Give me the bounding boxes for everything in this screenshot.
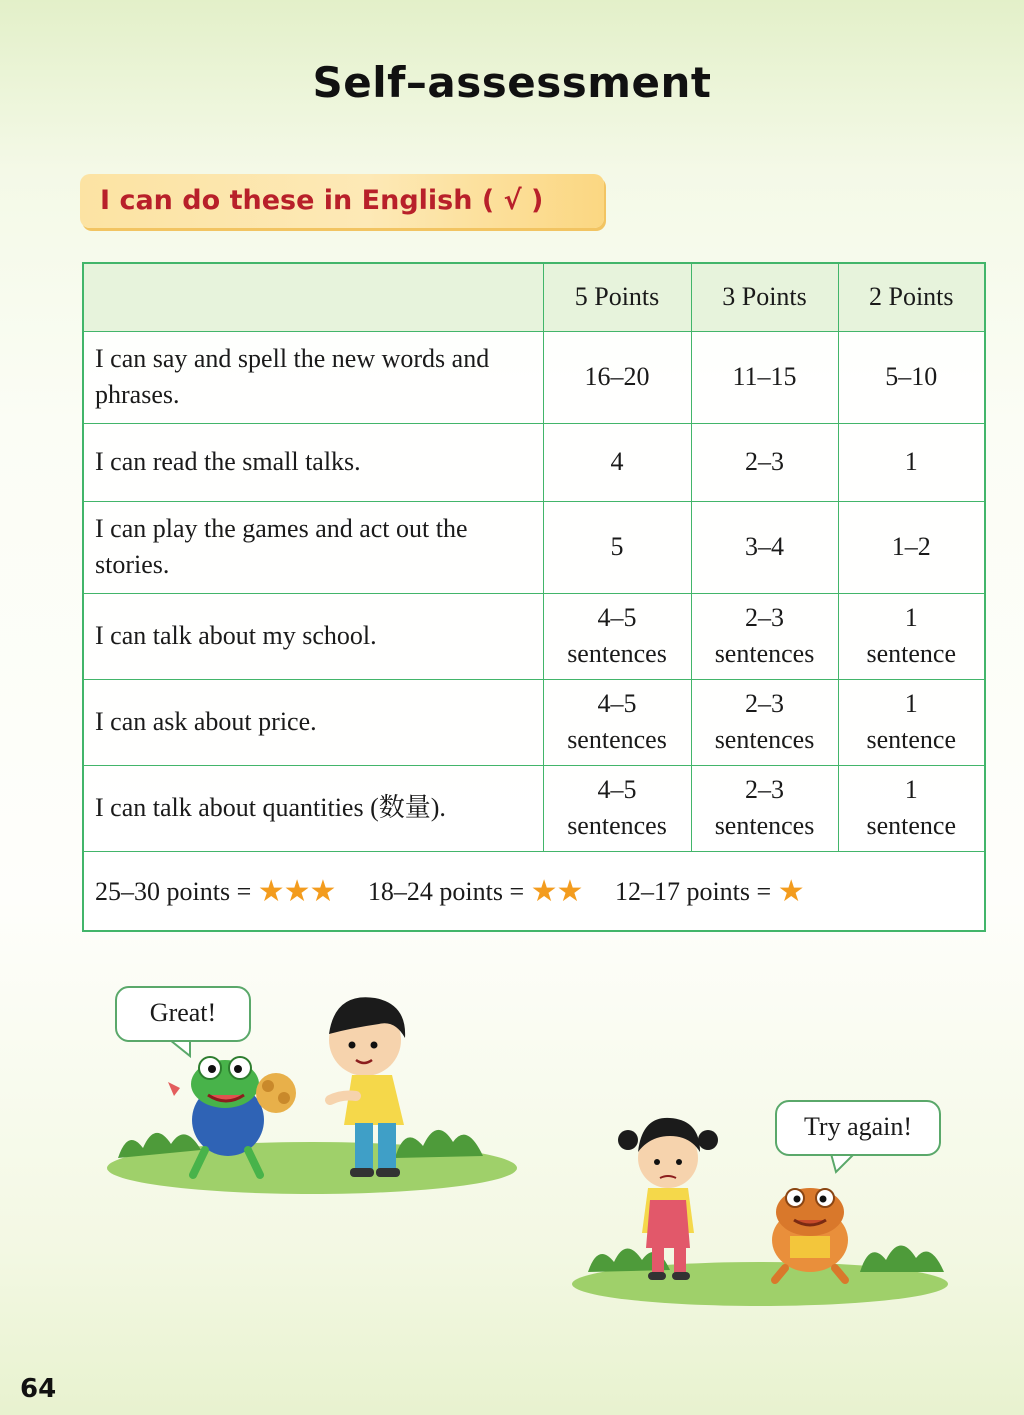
skill-cell: I can talk about quantities (数量). xyxy=(83,765,543,851)
score-range: 18–24 points = xyxy=(367,876,525,906)
section-banner: I can do these in English ( √ ) xyxy=(80,174,604,228)
five-point-cell: 4 xyxy=(543,423,691,501)
star-icon: ★★ xyxy=(530,874,583,908)
skill-cell: I can play the games and act out the stories. xyxy=(83,501,543,593)
three-point-cell: 11–15 xyxy=(691,331,838,423)
skill-cell: I can ask about price. xyxy=(83,679,543,765)
skill-cell: I can talk about my school. xyxy=(83,593,543,679)
speech-bubble-great: Great! xyxy=(115,986,251,1042)
two-point-cell: 5–10 xyxy=(838,331,985,423)
three-point-cell: 2–3 xyxy=(691,423,838,501)
two-point-cell: 1 sentence xyxy=(838,765,985,851)
three-point-cell: 2–3 sentences xyxy=(691,679,838,765)
three-point-cell: 3–4 xyxy=(691,501,838,593)
two-point-cell: 1 sentence xyxy=(838,593,985,679)
toad-illustration xyxy=(772,1188,848,1280)
two-point-cell: 1 sentence xyxy=(838,679,985,765)
five-point-cell: 16–20 xyxy=(543,331,691,423)
grass-island-illustration xyxy=(107,1130,517,1194)
page-number: 64 xyxy=(20,1374,57,1404)
header-3-points: 3 Points xyxy=(691,263,838,331)
score-range: 25–30 points = xyxy=(95,876,252,906)
star-icon: ★ xyxy=(777,874,804,908)
header-2-points: 2 Points xyxy=(838,263,985,331)
page-title: Self–assessment xyxy=(312,58,712,107)
two-point-cell: 1 xyxy=(838,423,985,501)
five-point-cell: 4–5 sentences xyxy=(543,593,691,679)
grass-island-illustration xyxy=(572,1245,948,1306)
two-point-cell: 1–2 xyxy=(838,501,985,593)
five-point-cell: 4–5 sentences xyxy=(543,679,691,765)
five-point-cell: 5 xyxy=(543,501,691,593)
five-point-cell: 4–5 sentences xyxy=(543,765,691,851)
three-point-cell: 2–3 sentences xyxy=(691,593,838,679)
three-point-cell: 2–3 sentences xyxy=(691,765,838,851)
skill-cell: I can read the small talks. xyxy=(83,423,543,501)
speech-bubble-try-again: Try again! xyxy=(775,1100,941,1156)
header-5-points: 5 Points xyxy=(543,263,691,331)
skill-cell: I can say and spell the new words and phrases. xyxy=(83,331,543,423)
star-icon: ★★★ xyxy=(257,874,336,908)
score-range: 12–17 points = xyxy=(614,876,772,906)
